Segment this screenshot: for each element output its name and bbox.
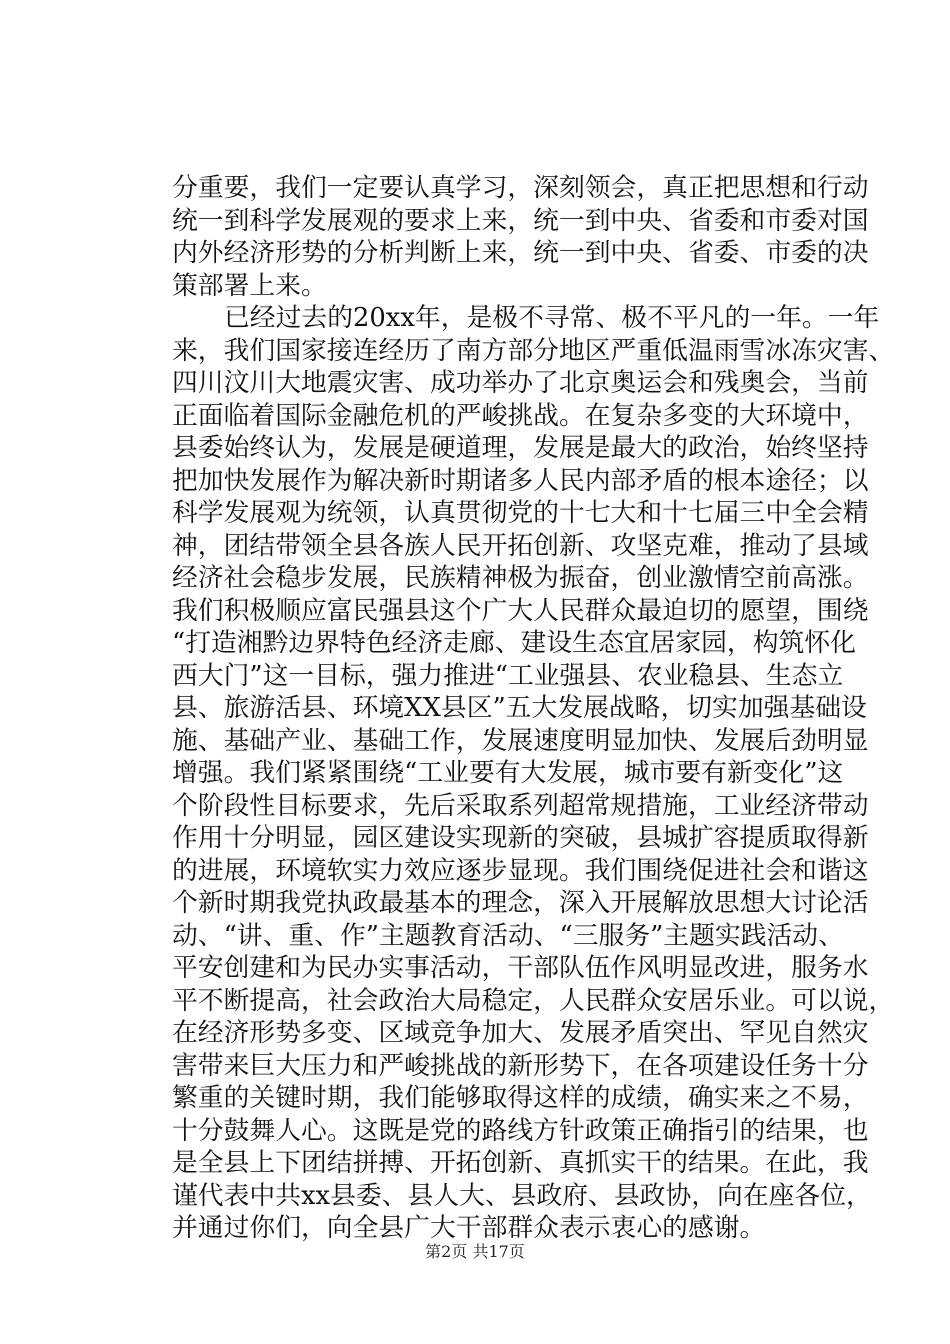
text-line: 西大门”这一目标，强力推进“工业强县、农业稳县、生态立 [172, 660, 844, 691]
text-line: 正面临着国际金融危机的严峻挑战。在复杂多变的大环境中， [172, 400, 869, 431]
text-line: 县、旅游活县、环境XX县区”五大发展战略，切实加强基础设 [172, 693, 867, 723]
text-line: 繁重的关键时期，我们能够取得这样的成绩，确实来之不易， [172, 1083, 869, 1113]
text-line: 并通过你们，向全县广大干部群众表示衷心的感谢。 [172, 1213, 766, 1243]
text-line: 害带来巨大压力和严峻挑战的新形势下，在各项建设任务十分 [172, 1050, 869, 1081]
text-line: 谨代表中共xx县委、县人大、县政府、县政协，向在座各位， [172, 1180, 872, 1211]
text-line: 县委始终认为，发展是硬道理，发展是最大的政治，始终坚持 [172, 433, 869, 463]
text-line: 来，我们国家接连经历了南方部分地区严重低温雨雪冰冻灾害、 [172, 335, 895, 366]
text-line: 我们积极顺应富民强县这个广大人民群众最迫切的愿望，围绕 [172, 595, 869, 626]
text-line: 十分鼓舞人心。这既是党的路线方针政策正确指引的结果，也 [172, 1115, 869, 1146]
text-line: 增强。我们紧紧围绕“工业要有大发展，城市要有新变化”这 [172, 758, 844, 788]
text-line: 分重要，我们一定要认真学习，深刻领会，真正把思想和行动 [172, 173, 869, 203]
text-line: 个新时期我党执政最基本的理念，深入开展解放思想大讨论活 [172, 888, 869, 918]
text-line: 平不断提高，社会政治大局稳定，人民群众安居乐业。可以说， [172, 985, 895, 1016]
text-line: 四川汶川大地震灾害、成功举办了北京奥运会和残奥会，当前 [172, 368, 869, 398]
text-line: 的进展，环境软实力效应逐步显现。我们围绕促进社会和谐这 [172, 855, 869, 886]
text-line: 平安创建和为民办实事活动，干部队伍作风明显改进，服务水 [172, 953, 869, 983]
text-line: 施、基础产业、基础工作，发展速度明显加快、发展后劲明显 [172, 725, 869, 756]
text-line: 统一到科学发展观的要求上来，统一到中央、省委和市委对国 [172, 205, 869, 236]
text-line: 内外经济形势的分析判断上来，统一到中央、省委、市委的决 [172, 238, 869, 268]
text-line: 作用十分明显，园区建设实现新的突破，县城扩容提质取得新 [172, 823, 869, 853]
text-line: 神，团结带领全县各族人民开拓创新、攻坚克难，推动了县域 [172, 530, 869, 561]
text-line: 科学发展观为统领，认真贯彻党的十七大和十七届三中全会精 [172, 498, 869, 528]
text-line: 把加快发展作为解决新时期诸多人民内部矛盾的根本途径；以 [172, 465, 869, 496]
text-line: “打造湘黔边界特色经济走廊、建设生态宜居家园，构筑怀化 [172, 628, 856, 658]
document-body [172, 172, 895, 1245]
text-line: 在经济形势多变、区域竞争加大、发展矛盾突出、罕见自然灾 [172, 1018, 869, 1048]
paragraph-first-line: 已经过去的20xx年，是极不寻常、极不平凡的一年。一年 [224, 303, 880, 333]
text-line: 动、“讲、重、作”主题教育活动、“三服务”主题实践活动、 [172, 920, 844, 951]
text-line: 经济社会稳步发展，民族精神极为振奋，创业激情空前高涨。 [172, 563, 869, 593]
text-line: 个阶段性目标要求，先后采取系列超常规措施，工业经济带动 [172, 790, 869, 821]
text-line: 是全县上下团结拼搏、开拓创新、真抓实干的结果。在此，我 [172, 1148, 869, 1178]
page-number-footer: 第2页 共17页 [425, 1242, 525, 1261]
text-line: 策部署上来。 [172, 270, 327, 301]
